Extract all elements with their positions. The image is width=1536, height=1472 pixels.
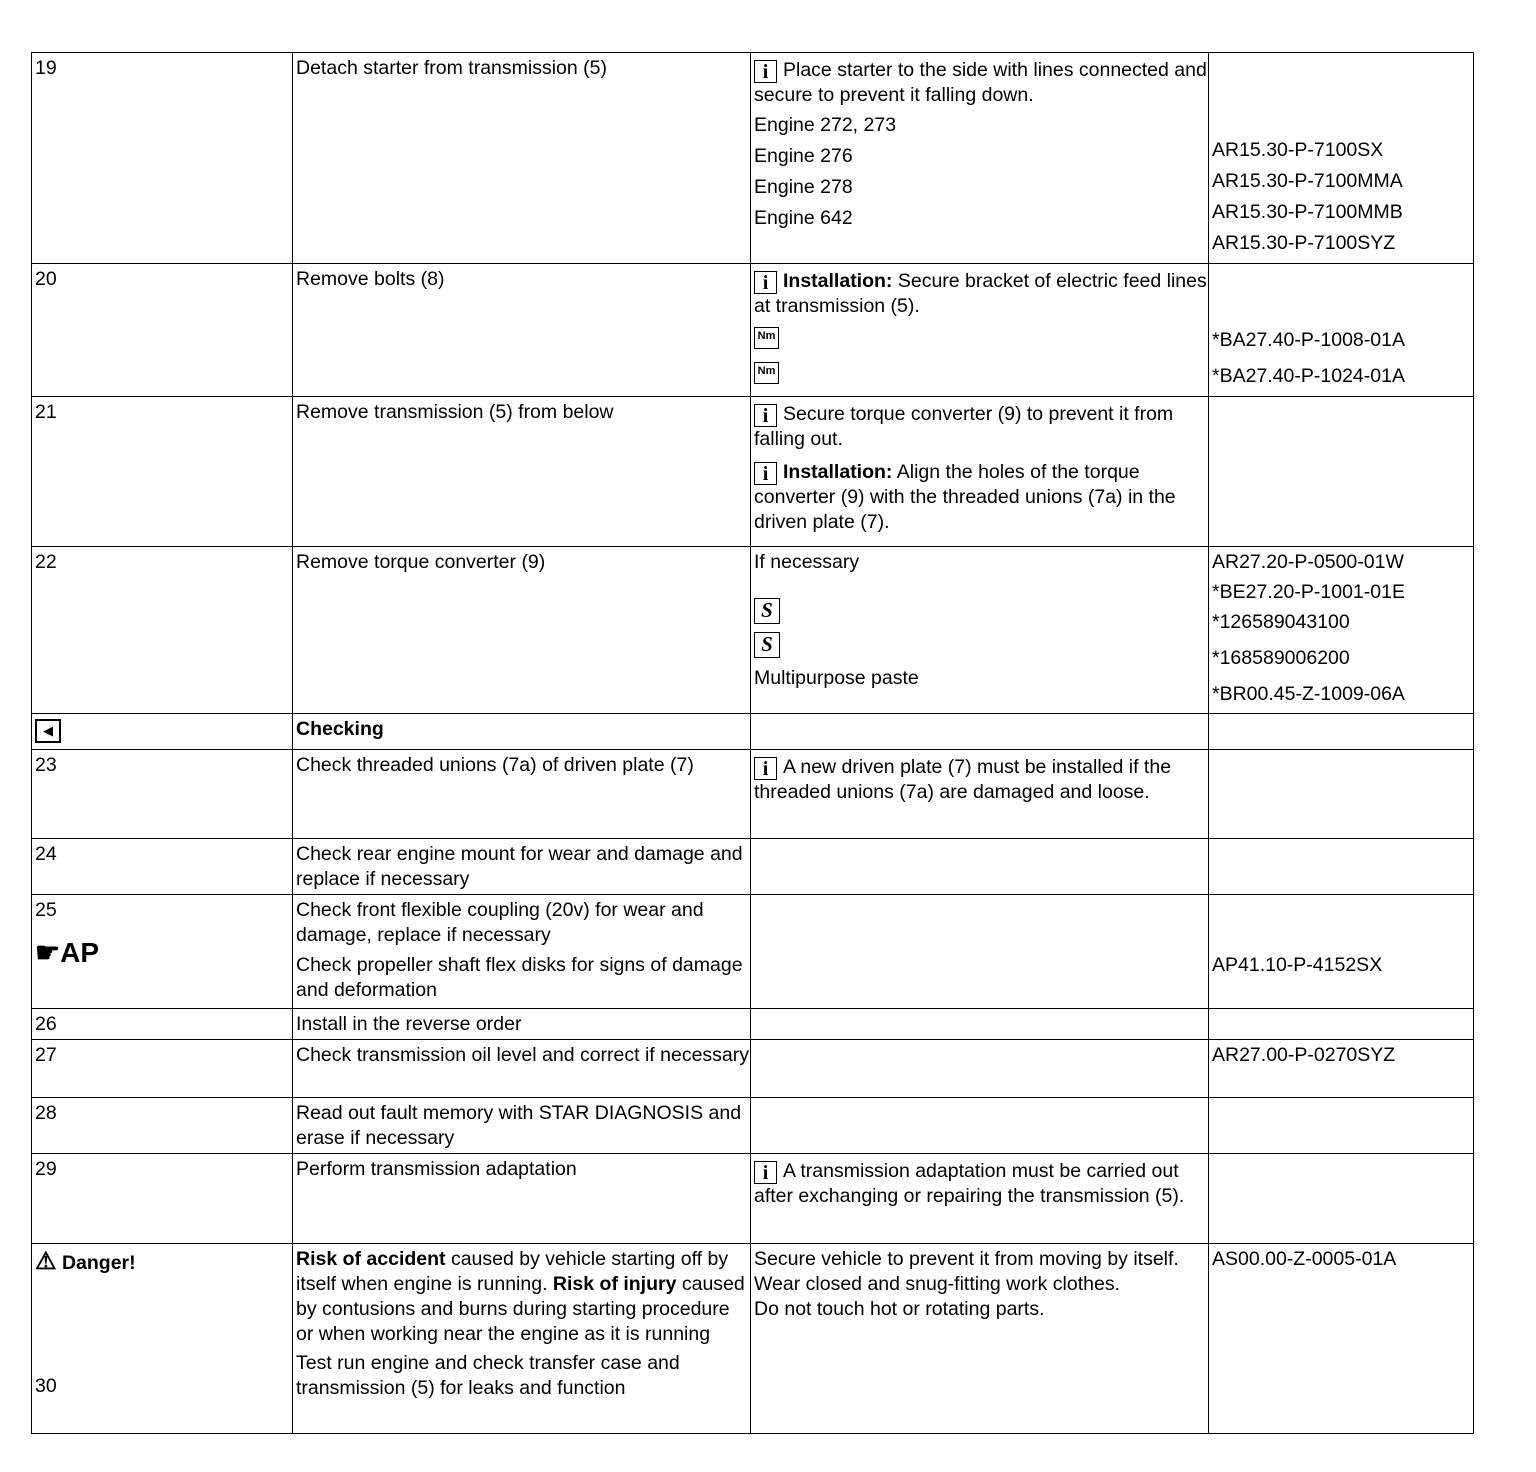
table-row (32, 53, 1474, 264)
operation-text: Remove torque converter (9) (293, 547, 751, 714)
note-text: Wear closed and snug-fitting work clothes. (754, 1273, 1120, 1295)
engine-label: Engine 278 (754, 176, 853, 198)
operation-text: Check transmission oil level and correct if necessary (293, 1040, 751, 1098)
notes-cell (751, 397, 1209, 547)
notes-cell (751, 1154, 1209, 1244)
step-number: 19 (32, 53, 293, 264)
special-tool-icon: S (754, 632, 780, 658)
note-text: A new driven plate (7) must be installed if the threaded unions (7a) are damaged and loose. (754, 756, 1172, 803)
engine-label: Engine 642 (754, 207, 853, 229)
info-icon: i (754, 271, 777, 294)
table-row (32, 839, 1474, 895)
notes-cell (751, 53, 1209, 264)
info-icon: i (754, 404, 777, 427)
step-number: 27 (32, 1040, 293, 1098)
step-number: 29 (32, 1154, 293, 1244)
operation-text: Install in the reverse order (293, 1009, 751, 1040)
reference-link[interactable]: *126589043100 (1212, 611, 1350, 633)
reference-cell (1209, 547, 1474, 714)
info-icon: i (754, 60, 777, 83)
step-number: 26 (32, 1009, 293, 1040)
warning-triangle-icon: ⚠ (35, 1248, 57, 1275)
step-number: 23 (32, 750, 293, 839)
checking-icon: ◀ (35, 719, 61, 743)
table-row (32, 895, 1474, 1009)
reference-cell (1209, 397, 1474, 547)
reference-link[interactable]: *BA27.40-P-1024-01A (1212, 365, 1405, 387)
reference-link[interactable]: AR15.30-P-7100SX (1212, 139, 1384, 161)
section-heading: Checking (293, 714, 751, 750)
info-icon: i (754, 1161, 777, 1184)
note-text: Multipurpose paste (754, 667, 919, 689)
note-text: Align the holes of the torque converter (9) with the threaded unions (7a) in the driven plate (7). (754, 461, 1176, 533)
step-number: 22 (32, 547, 293, 714)
operation-text: Perform transmission adaptation (293, 1154, 751, 1244)
reference-link[interactable]: AR15.30-P-7100MMA (1212, 170, 1403, 192)
table-row (32, 547, 1474, 714)
operation-text: Remove bolts (8) (293, 264, 751, 397)
note-text: A transmission adaptation must be carried out after exchanging or repairing the transmission (5). (754, 1160, 1185, 1207)
table-row (32, 1098, 1474, 1154)
notes-cell (751, 264, 1209, 397)
reference-link[interactable]: *BR00.45-Z-1009-06A (1212, 683, 1405, 705)
step-number: 20 (32, 264, 293, 397)
operation-text: Check threaded unions (7a) of driven plate (7) (293, 750, 751, 839)
notes-cell (751, 750, 1209, 839)
step-number: 24 (32, 839, 293, 895)
step-number (32, 714, 293, 750)
table-row (32, 1244, 1474, 1434)
procedure-table (31, 52, 1474, 1434)
table-row (32, 714, 1474, 750)
operation-text: Detach starter from transmission (5) (293, 53, 751, 264)
reference-cell (1209, 1154, 1474, 1244)
engine-label: Engine 276 (754, 145, 853, 167)
torque-nm-icon: Nm (754, 362, 779, 384)
reference-cell (1209, 895, 1474, 1009)
reference-cell (1209, 1009, 1474, 1040)
reference-link[interactable]: AP41.10-P-4152SX (1212, 954, 1383, 976)
notes-cell (751, 547, 1209, 714)
reference-cell (1209, 53, 1474, 264)
note-text: Do not touch hot or rotating parts. (754, 1298, 1045, 1320)
notes-cell (751, 839, 1209, 895)
reference-cell (1209, 750, 1474, 839)
step-number: 21 (32, 397, 293, 547)
table-row (32, 264, 1474, 397)
info-icon: i (754, 462, 777, 485)
note-text: Secure vehicle to prevent it from moving by itself. (754, 1248, 1179, 1270)
note-text: If necessary (754, 551, 860, 573)
reference-link[interactable]: AR15.30-P-7100MMB (1212, 201, 1403, 223)
notes-cell (751, 1098, 1209, 1154)
ap-reference-mark: ☛AP (35, 937, 100, 968)
step-number (32, 1244, 293, 1434)
pointing-hand-icon: ☛ (35, 937, 61, 968)
special-tool-icon: S (754, 598, 780, 624)
reference-cell (1209, 839, 1474, 895)
table-row (32, 1009, 1474, 1040)
notes-cell (751, 714, 1209, 750)
reference-link[interactable]: *BE27.20-P-1001-01E (1212, 581, 1405, 603)
table-row (32, 1154, 1474, 1244)
note-text: Place starter to the side with lines connected and secure to prevent it falling down. (754, 59, 1207, 106)
notes-cell (751, 1009, 1209, 1040)
info-icon: i (754, 757, 777, 780)
torque-nm-icon: Nm (754, 327, 779, 349)
reference-link[interactable]: AS00.00-Z-0005-01A (1209, 1244, 1474, 1434)
engine-label: Engine 272, 273 (754, 114, 897, 136)
note-text: Secure bracket of electric feed lines at transmission (5). (754, 270, 1207, 317)
operation-text: Remove transmission (5) from below (293, 397, 751, 547)
reference-cell (1209, 264, 1474, 397)
reference-link[interactable]: AR15.30-P-7100SYZ (1212, 232, 1396, 254)
step-number: 25 ☛AP (32, 895, 293, 1009)
notes-cell (751, 895, 1209, 1009)
installation-label: Installation: (783, 461, 893, 483)
notes-cell (751, 1244, 1209, 1434)
reference-link[interactable]: *BA27.40-P-1008-01A (1212, 329, 1405, 351)
step-number: 28 (32, 1098, 293, 1154)
notes-cell (751, 1040, 1209, 1098)
table-row (32, 397, 1474, 547)
operation-text: Check rear engine mount for wear and damage and replace if necessary (293, 839, 751, 895)
table-row (32, 1040, 1474, 1098)
table-row (32, 750, 1474, 839)
reference-link[interactable]: AR27.00-P-0270SYZ (1209, 1040, 1474, 1098)
operation-text: Read out fault memory with STAR DIAGNOSIS and erase if necessary (293, 1098, 751, 1154)
reference-link[interactable]: *168589006200 (1212, 647, 1350, 669)
operation-text: Risk of accident caused by vehicle starting off by itself when engine is running. Risk of injury caused by contusions and burns during starting procedure or when working near the engine as it is running Test run engine and check transfer case and transmission (5) for leaks and function (293, 1244, 751, 1434)
step-number-30: 30 (35, 1375, 57, 1397)
note-text: Secure torque converter (9) to prevent it from falling out. (754, 403, 1174, 450)
reference-cell (1209, 714, 1474, 750)
reference-link[interactable]: AR27.20-P-0500-01W (1212, 551, 1404, 573)
reference-cell (1209, 1098, 1474, 1154)
danger-label: Danger! (61, 1252, 136, 1274)
installation-label: Installation: (783, 270, 893, 292)
operation-text: Check front flexible coupling (20v) for wear and damage, replace if necessary Check propeller shaft flex disks for signs of damage and deformation (293, 895, 751, 1009)
